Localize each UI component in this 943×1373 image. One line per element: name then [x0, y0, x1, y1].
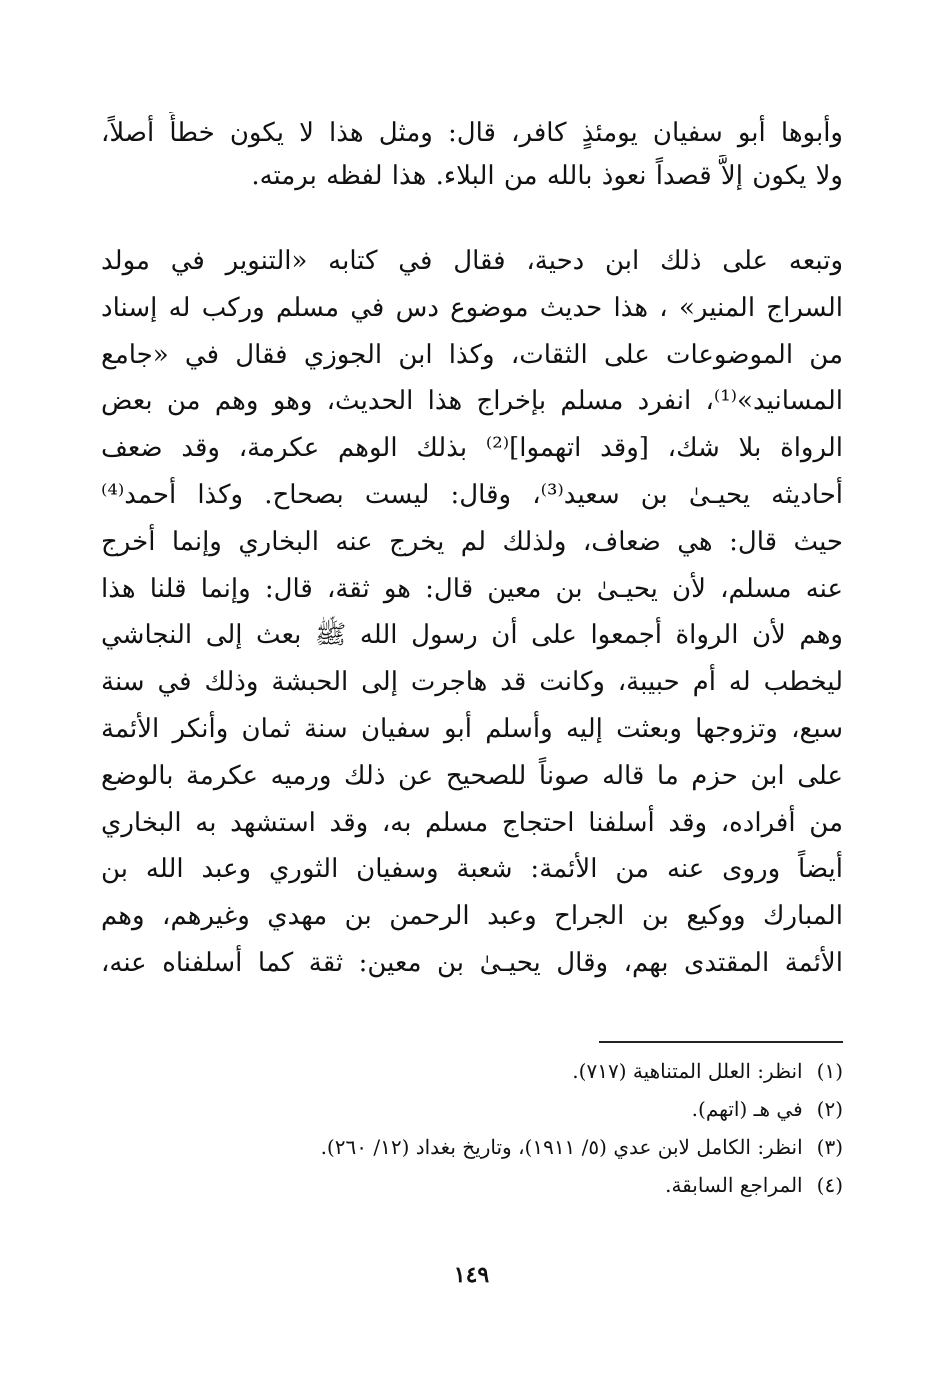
footnotes — [101, 1052, 843, 1204]
footnote-text: في هـ (اتهم). — [691, 1097, 803, 1121]
footnote-3 — [101, 1128, 843, 1166]
footnote-divider — [599, 1041, 843, 1043]
text-line: عنه مسلم، لأن يحيـىٰ بن معين قال: هو ثقة، قال: وإنما قلنا هذا — [101, 573, 843, 604]
footnote-number: (٣) — [816, 1135, 843, 1159]
footnote-1 — [101, 1052, 843, 1090]
footnote-text: المراجع السابقة. — [665, 1173, 803, 1197]
text-line: المبارك ووكيع بن الجراح وعبد الرحمن بن مهدي وغيرهم، وهم — [101, 901, 843, 932]
text-line: الأئمة المقتدى بهم، وقال يحيـىٰ بن معين: ثقة كما أسلفناه عنه، — [101, 947, 843, 978]
text-line: أحاديثه يحيـىٰ بن سعيد⁽³⁾، وقال: ليست بصحاح. وكذا أحمد⁽⁴⁾ — [101, 479, 843, 510]
footnote-number: (٤) — [816, 1173, 843, 1197]
footnote-text: انظر: العلل المتناهية (٧١٧). — [572, 1059, 803, 1083]
text-line: الرواة بلا شك، [وقد اتهموا]⁽²⁾ بذلك الوهم عكرمة، وقد ضعف — [101, 433, 843, 464]
text-line: من أفراده، وقد أسلفنا احتجاج مسلم به، وقد استشهد به البخاري — [101, 807, 843, 838]
footnote-number: (١) — [816, 1059, 843, 1083]
page-number: ١٤٩ — [453, 1262, 490, 1288]
text-line: من الموضوعات على الثقات، وكذا ابن الجوزي فقال في «جامع — [101, 339, 843, 370]
footnote-number: (٢) — [816, 1097, 843, 1121]
text-line: وأبوها أبو سفيان يومئذٍ كافر، قال: ومثل هذا لا يكون خطأً أصلاً، — [101, 118, 843, 148]
text-line: وتبعه على ذلك ابن دحية، فقال في كتابه «التنوير في مولد — [101, 246, 843, 276]
text-line: سبع، وتزوجها وبعثت إليه وأسلم أبو سفيان سنة ثمان وأنكر الأئمة — [101, 713, 843, 744]
text-line: أيضاً وروى عنه من الأئمة: شعبة وسفيان الثوري وعبد الله بن — [101, 854, 843, 885]
text-line: ليخطب له أم حبيبة، وكانت قد هاجرت إلى الحبشة وذلك في سنة — [101, 667, 843, 698]
text-line: المسانيد»⁽¹⁾، انفرد مسلم بإخراج هذا الحديث، وهو وهم من بعض — [101, 386, 843, 417]
text-line: وهم لأن الرواة أجمعوا على أن رسول الله ﷺ بعث إلى النجاشي — [101, 620, 843, 651]
text-line: ولا يكون إلاَّ قصداً نعوذ بالله من البلاء. هذا لفظه برمته. — [251, 161, 843, 191]
text-line: السراج المنير» ، هذا حديث موضوع دس في مسلم وركب له إسناد — [101, 292, 843, 323]
footnote-text: انظر: الكامل لابن عدي (٥/ ١٩١١)، وتاريخ بغداد (١٢/ ٢٦٠). — [320, 1135, 803, 1159]
paragraph-1 — [101, 112, 843, 198]
paragraph-2 — [101, 238, 843, 987]
text-line: على ابن حزم ما قاله صوناً للصحيح عن ذلك ورميه عكرمة بالوضع — [101, 760, 843, 791]
text-line: حيث قال: هي ضعاف، ولذلك لم يخرج عنه البخاري وإنما أخرج — [101, 526, 843, 557]
footnote-2 — [101, 1090, 843, 1128]
footnote-4 — [101, 1166, 843, 1204]
